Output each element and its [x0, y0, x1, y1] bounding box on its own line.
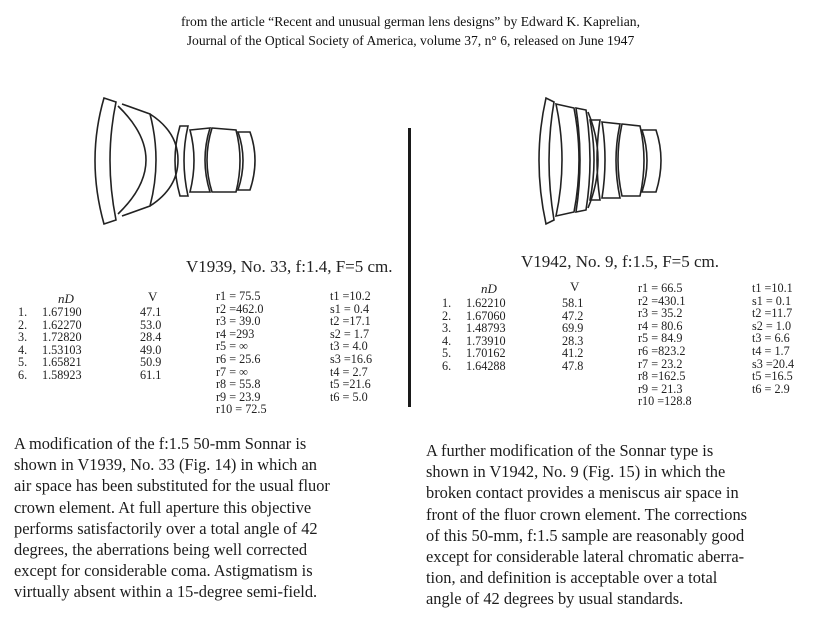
left-radii: r1 = 75.5 r2 =462.0 r3 = 39.0 r4 =293 r5 = ∞ r6 = 25.6 r7 = ∞ r8 = 55.8 r9 = 23.9 r10 = 72.5: [216, 289, 267, 417]
column-divider: [408, 128, 411, 407]
left-v-values: 47.1 53.0 28.4 49.0 50.9 61.1: [140, 305, 162, 382]
left-v-header: V: [148, 289, 158, 304]
left-description: A modification of the f:1.5 50-mm Sonnar is shown in V1939, No. 33 (Fig. 14) in which an air space has been substituted for the usual fluor crown element. At full aperture this objective performs satisfactorily over a total angle of 42 degrees, the aberrations being well corrected except for considerable coma. Astigmatism is virtually absent within a 15-degree semi-field.: [14, 434, 330, 602]
lens-diagram-v1939: [82, 92, 287, 232]
right-description: A further modification of the Sonnar type is shown in V1942, No. 9 (Fig. 15) in which the broken contact provides a meniscus air space in front of the fluor crown element. The corrections of this 50-mm, f:1.5 sample are reasonably good except for considerable lateral chromatic aberra- tion, and definition is acceptable over a total angle of 42 degrees by usual standards.: [426, 441, 748, 609]
citation-line-2: Journal of the Optical Society of America, volume 37, n° 6, released on June 1947: [186, 33, 635, 48]
right-v-values: 58.1 47.2 69.9 28.3 41.2 47.8: [562, 296, 584, 373]
left-nd-header: nD: [58, 291, 74, 306]
source-citation: [0, 12, 821, 50]
right-nd-header: nD: [481, 281, 497, 296]
right-v-header: V: [570, 279, 580, 294]
left-figure-caption: V1939, No. 33, f:1.4, F=5 cm.: [186, 257, 393, 276]
right-indices: 1. 2. 3. 4. 5. 6.: [442, 296, 452, 373]
left-thicknesses: t1 =10.2 s1 = 0.4 t2 =17.1 s2 = 1.7 t3 = 4.0 s3 =16.6 t4 = 2.7 t5 =21.6 t6 = 5.0: [330, 289, 373, 404]
right-thicknesses: t1 =10.1 s1 = 0.1 t2 =11.7 s2 = 1.0 t3 = 6.6 t4 = 1.7 s3 =20.4 t5 =16.5 t6 = 2.9: [752, 281, 795, 396]
left-nd-values: 1.67190 1.62270 1.72820 1.53103 1.65821 1.58923: [42, 305, 82, 382]
right-nd-values: 1.62210 1.67060 1.48793 1.73910 1.70162 1.64288: [466, 296, 506, 373]
citation-line-1: from the article “Recent and unusual german lens designs” by Edward K. Kaprelian,: [180, 14, 640, 29]
left-indices: 1. 2. 3. 4. 5. 6.: [18, 305, 28, 382]
right-radii: r1 = 66.5 r2 =430.1 r3 = 35.2 r4 = 80.6 r5 = 84.9 r6 =823.2 r7 = 23.2 r8 =162.5 r9 = 21.3 r10 =128.8: [638, 281, 692, 409]
right-figure-caption: V1942, No. 9, f:1.5, F=5 cm.: [521, 252, 719, 271]
lens-diagram-v1942: [528, 94, 678, 234]
